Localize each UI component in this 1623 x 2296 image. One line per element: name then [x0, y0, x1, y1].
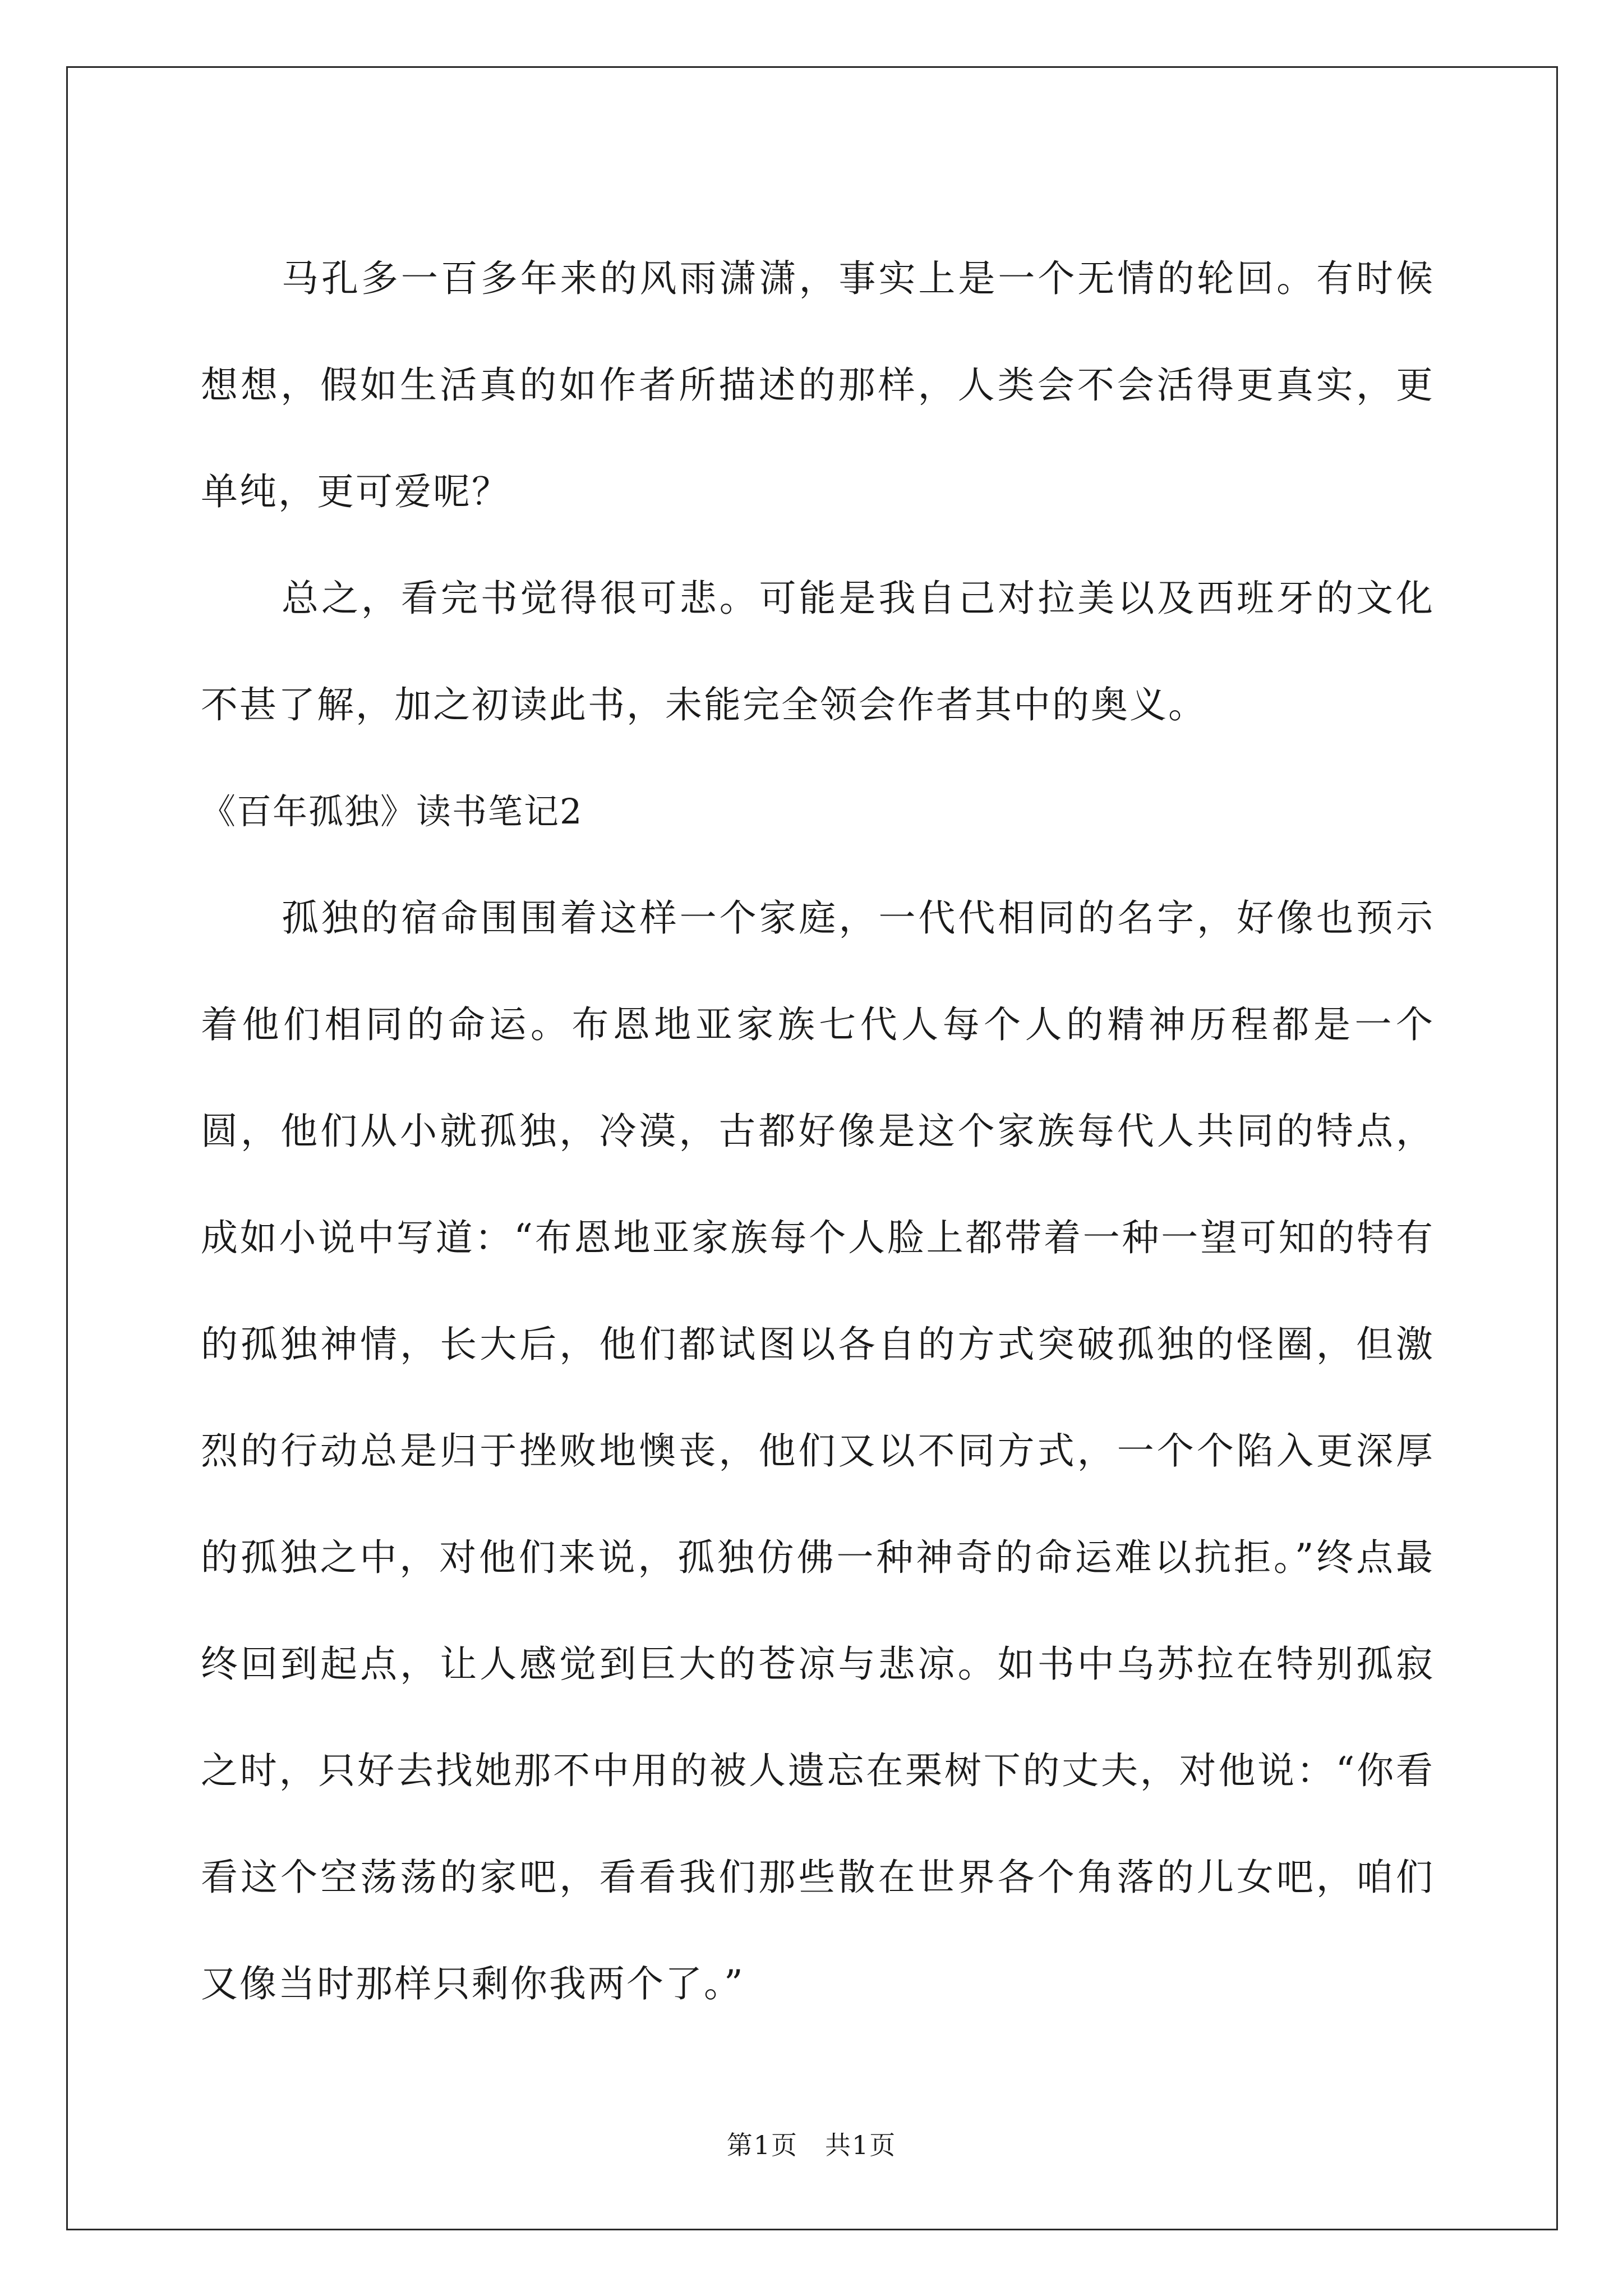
- page-total: 共1页: [825, 2130, 897, 2160]
- document-body: [201, 226, 1435, 2037]
- section-heading: 《百年孤独》读书笔记2: [201, 791, 583, 832]
- paragraph: 孤独的宿命围围着这样一个家庭，一代代相同的名字，好像也预示着他们相同的命运。布恩地亚家族七代人每个人的精神历程都是一个圆，他们从小就孤独，冷漠，古都好像是这个家族每代人共同的特点，成如小说中写道：“布恩地亚家族每个人脸上都带着一种一望可知的特有的孤独神情，长大后，他们都试图以各自的方式突破孤独的怪圈，但激烈的行动总是归于挫败地懊丧，他们又以不同方式，一个个陷入更深厚的孤独之中，对他们来说，孤独仿佛一种神奇的命运难以抗拒。”终点最终回到起点，让人感觉到巨大的苍凉与悲凉。如书中乌苏拉在特别孤寂之时，只好去找她那不中用的被人遗忘在栗树下的丈夫，对他说：“你看看这个空荡荡的家吧，看看我们那些散在世界各个角落的儿女吧，咱们又像当时那样只剩你我两个了。”: [201, 896, 1435, 2005]
- page-footer: [0, 2128, 1623, 2162]
- page-number: 第1页: [726, 2130, 798, 2160]
- paragraph: 总之，看完书觉得很可悲。可能是我自己对拉美以及西班牙的文化不甚了解，加之初读此书，未能完全领会作者其中的奥义。: [201, 577, 1435, 726]
- paragraph: 马孔多一百多年来的风雨潇潇，事实上是一个无情的轮回。有时候想想，假如生活真的如作者所描述的那样，人类会不会活得更真实，更单纯，更可爱呢？: [201, 257, 1435, 513]
